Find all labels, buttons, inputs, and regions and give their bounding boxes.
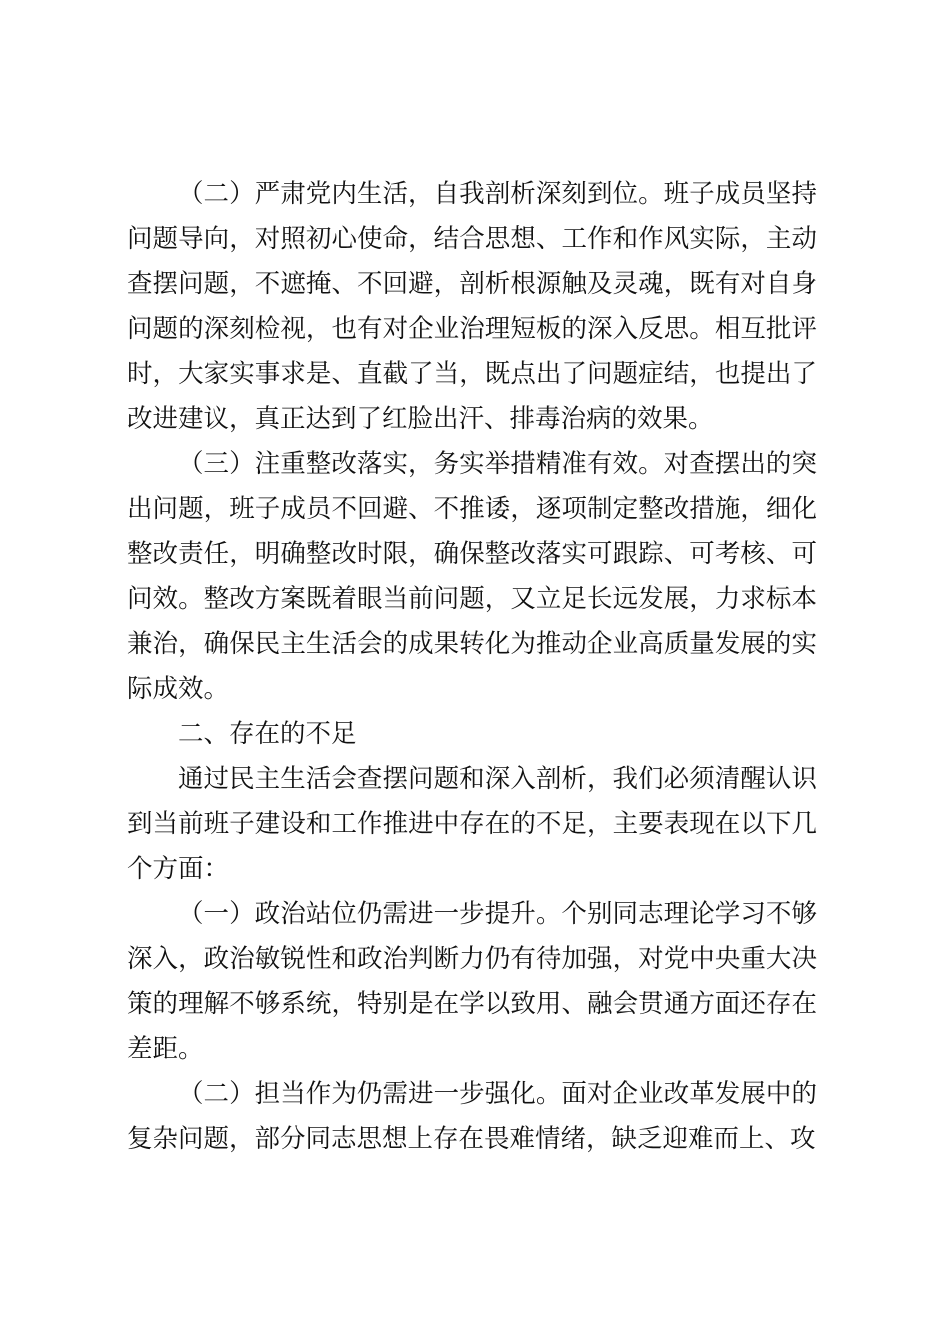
paragraph-rectification: （三）注重整改落实，务实举措精准有效。对查摆出的突出问题，班子成员不回避、不推诿，逐项制定整改措施，细化整改责任，明确整改时限，确保整改落实可跟踪、可考核、可问效。整改方案既着眼当前问题，又立足长远发展，力求标本兼治，确保民主生活会的成果转化为推动企业高质量发展的实际成效。 bbox=[127, 449, 817, 704]
paragraph-shortcomings-intro: 通过民主生活会查摆问题和深入剖析，我们必须清醒认识到当前班子建设和工作推进中存在的不足，主要表现在以下几个方面： bbox=[127, 764, 817, 884]
document-body bbox=[127, 172, 817, 1162]
paragraph-strict-party-life: （二）严肃党内生活，自我剖析深刻到位。班子成员坚持问题导向，对照初心使命，结合思想、工作和作风实际，主动查摆问题，不遮掩、不回避，剖析根源触及灵魂，既有对自身问题的深刻检视，也有对企业治理短板的深入反思。相互批评时，大家实事求是、直截了当，既点出了问题症结，也提出了改进建议，真正达到了红脸出汗、排毒治病的效果。 bbox=[127, 179, 817, 434]
paragraph-responsibility: （二）担当作为仍需进一步强化。面对企业改革发展中的复杂问题，部分同志思想上存在畏难情绪，缺乏迎难而上、攻 bbox=[127, 1079, 817, 1154]
section-heading-shortcomings: 二、存在的不足 bbox=[178, 719, 357, 749]
paragraph-political-stance: （一）政治站位仍需进一步提升。个别同志理论学习不够深入，政治敏锐性和政治判断力仍有待加强，对党中央重大决策的理解不够系统，特别是在学以致用、融会贯通方面还存在差距。 bbox=[127, 899, 817, 1064]
